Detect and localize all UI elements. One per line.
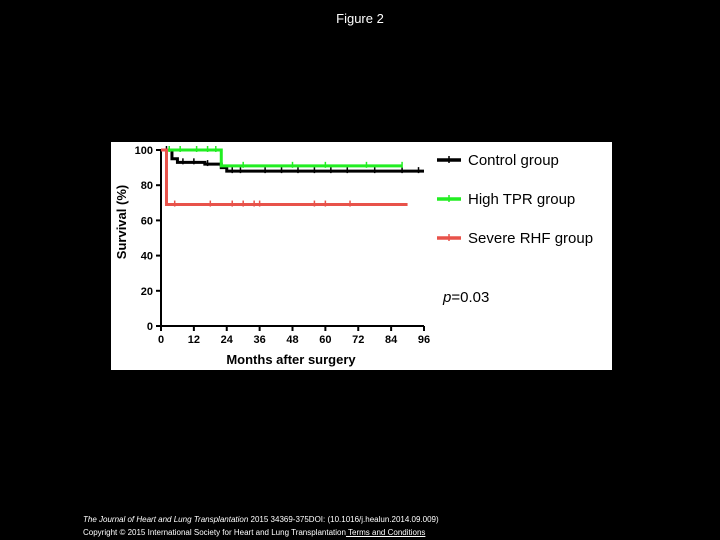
x-tick-label: 36: [253, 334, 266, 346]
x-tick-label: 12: [187, 334, 200, 346]
y-axis-label: Survival (%): [114, 184, 129, 260]
x-tick-label: 60: [319, 334, 332, 346]
legend-item: [437, 152, 559, 169]
citation-line: [83, 513, 439, 526]
x-tick-label: 72: [352, 334, 365, 346]
series-line: [161, 150, 424, 171]
copyright-text: Copyright © 2015 International Society for Heart and Lung Transplantation: [83, 528, 346, 537]
y-tick-label: 100: [134, 145, 153, 157]
y-tick-label: 40: [140, 250, 153, 263]
x-tick-label: 24: [220, 334, 233, 346]
legend-item: [437, 230, 593, 247]
citation-details: 2015 34369-375DOI: (10.1016/j.healun.2014.09.009): [248, 515, 439, 524]
series-1: [161, 146, 402, 168]
x-tick-label: 48: [286, 334, 299, 346]
x-tick-label: 0: [157, 334, 165, 346]
legend-item: [437, 191, 575, 208]
journal-name: The Journal of Heart and Lung Transplantation: [83, 515, 249, 524]
legend-label: Control group: [468, 152, 559, 169]
p-value-number: =0.03: [451, 289, 490, 306]
survival-chart: [111, 142, 612, 370]
legend-label: Severe RHF group: [468, 230, 594, 247]
y-tick-label: 20: [140, 285, 153, 298]
p-value-symbol: p: [443, 289, 452, 306]
figure-title: Figure 2: [336, 11, 384, 26]
citation-footer: [83, 513, 439, 539]
p-value-annotation: [442, 289, 489, 306]
y-tick-label: 0: [146, 321, 153, 333]
x-axis-label: Months after surgery: [226, 352, 356, 367]
series-line: [161, 150, 408, 205]
y-tick-label: 60: [140, 215, 153, 228]
legend-label: High TPR group: [468, 191, 576, 208]
chart-panel: [111, 142, 612, 370]
series-2: [161, 150, 408, 207]
x-tick-label: 96: [417, 334, 431, 346]
terms-link[interactable]: Terms and Conditions: [345, 528, 426, 537]
y-tick-label: 80: [140, 180, 153, 193]
x-tick-label: 84: [385, 334, 398, 346]
copyright-line: [83, 526, 439, 539]
